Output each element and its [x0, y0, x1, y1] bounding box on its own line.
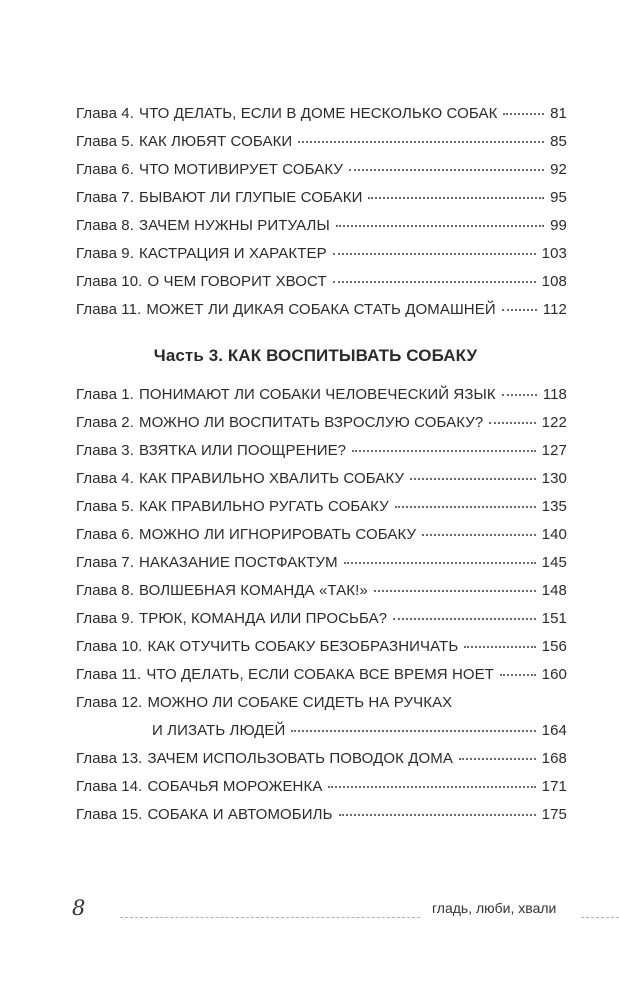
- toc-entry-title: [76, 747, 453, 771]
- chapter-label: Глава 10.: [76, 638, 143, 655]
- toc-entry: [76, 495, 567, 519]
- toc-entry: [76, 130, 567, 154]
- toc-entry: [76, 214, 567, 238]
- toc-entry-title: [76, 439, 346, 463]
- chapter-title: ТРЮК, КОМАНДА ИЛИ ПРОСЬБА?: [139, 610, 388, 627]
- toc-entry: [76, 635, 567, 659]
- chapter-label: Глава 5.: [76, 498, 134, 515]
- page-ref: 103: [541, 245, 567, 262]
- toc-entry-title: [76, 102, 497, 126]
- leader-dots: [395, 505, 536, 508]
- chapter-label: Глава 12.: [76, 694, 143, 711]
- chapter-title: ЧТО ДЕЛАТЬ, ЕСЛИ В ДОМЕ НЕСКОЛЬКО СОБАК: [139, 105, 498, 122]
- leader-dots: [502, 308, 537, 311]
- page-ref: 122: [541, 414, 567, 431]
- toc-entry-title: [76, 551, 338, 575]
- toc-entry: [76, 803, 567, 827]
- page-ref: 95: [550, 189, 567, 206]
- page-ref: 171: [541, 778, 567, 795]
- chapter-title: СОБАКА И АВТОМОБИЛЬ: [147, 806, 333, 823]
- page-ref: 168: [541, 750, 567, 767]
- leader-dots: [336, 224, 544, 227]
- leader-dots: [374, 589, 536, 592]
- toc-entry-title: [76, 158, 343, 182]
- chapter-title: КАСТРАЦИЯ И ХАРАКТЕР: [139, 245, 327, 262]
- toc-entry-title: [76, 411, 483, 435]
- chapter-label: Глава 8.: [76, 582, 134, 599]
- chapter-label: Глава 4.: [76, 470, 134, 487]
- chapter-title: БЫВАЮТ ЛИ ГЛУПЫЕ СОБАКИ: [139, 189, 363, 206]
- toc-entry: [76, 747, 567, 771]
- chapter-label: Глава 5.: [76, 133, 134, 150]
- chapter-label: Глава 2.: [76, 414, 134, 431]
- toc-entry-title: [76, 270, 327, 294]
- chapter-title: НАКАЗАНИЕ ПОСТФАКТУМ: [139, 554, 338, 571]
- toc-entry-continuation: [152, 719, 567, 743]
- page-ref: 164: [541, 722, 567, 739]
- leader-dots: [344, 561, 536, 564]
- toc-entry-title: [76, 186, 362, 210]
- chapter-label: Глава 11.: [76, 301, 142, 318]
- page-ref: 130: [541, 470, 567, 487]
- leader-dots: [489, 421, 535, 424]
- page-ref: 118: [542, 386, 567, 403]
- chapter-title: ЧТО МОТИВИРУЕТ СОБАКУ: [139, 161, 343, 178]
- page-ref: 99: [550, 217, 567, 234]
- toc-entry-title: [76, 298, 496, 322]
- chapter-title: ЗАЧЕМ НУЖНЫ РИТУАЛЫ: [139, 217, 330, 234]
- toc-entry: [76, 523, 567, 547]
- toc-entry-title: [76, 383, 496, 407]
- toc-entry-title: [76, 579, 368, 603]
- page-ref: 127: [541, 442, 567, 459]
- chapter-title: КАК ЛЮБЯТ СОБАКИ: [139, 133, 293, 150]
- page-ref: 148: [541, 582, 567, 599]
- chapter-title: МОЖНО ЛИ ВОСПИТАТЬ ВЗРОСЛУЮ СОБАКУ?: [139, 414, 484, 431]
- leader-dots: [502, 393, 537, 396]
- leader-dots: [349, 168, 544, 171]
- running-title: гладь, люби, хвали: [432, 900, 557, 916]
- toc-entry: [76, 298, 567, 322]
- chapter-label: Глава 14.: [76, 778, 143, 795]
- page-ref: 151: [541, 610, 567, 627]
- chapter-label: Глава 3.: [76, 442, 134, 459]
- leader-dots: [500, 673, 536, 676]
- chapter-title: ВЗЯТКА ИЛИ ПООЩРЕНИЕ?: [139, 442, 347, 459]
- chapter-label: Глава 7.: [76, 189, 134, 206]
- toc-entry: [76, 383, 567, 407]
- chapter-label: Глава 6.: [76, 526, 134, 543]
- toc-entry: [76, 775, 567, 799]
- chapter-label: Глава 1.: [76, 386, 134, 403]
- leader-dots: [464, 645, 535, 648]
- chapter-label: Глава 15.: [76, 806, 143, 823]
- toc-entry: [76, 242, 567, 266]
- page-footer: [0, 895, 619, 935]
- page-ref: 108: [541, 273, 567, 290]
- page-ref: 175: [541, 806, 567, 823]
- chapter-label: Глава 6.: [76, 161, 134, 178]
- toc-entry-title: [76, 467, 404, 491]
- toc-entry: [76, 439, 567, 463]
- toc-entry: [76, 691, 567, 715]
- page-number: 8: [72, 896, 86, 920]
- toc-entry: [76, 411, 567, 435]
- leader-dots: [298, 140, 544, 143]
- toc-entry-title: [76, 495, 389, 519]
- leader-dots: [422, 533, 536, 536]
- toc-entry: [76, 607, 567, 631]
- leader-dots: [291, 729, 535, 732]
- toc-entry-title: [76, 130, 292, 154]
- part-heading: Часть 3. КАК ВОСПИТЫВАТЬ СОБАКУ: [153, 346, 478, 365]
- leader-dots: [333, 280, 536, 283]
- chapter-title: ЗАЧЕМ ИСПОЛЬЗОВАТЬ ПОВОДОК ДОМА: [147, 750, 453, 767]
- toc-entry: [76, 467, 567, 491]
- toc-entry: [76, 663, 567, 687]
- toc-entry: [76, 551, 567, 575]
- page-ref: 92: [550, 161, 567, 178]
- chapter-title: КАК ПРАВИЛЬНО ХВАЛИТЬ СОБАКУ: [139, 470, 405, 487]
- leader-dots: [339, 813, 536, 816]
- toc-entry-title: [76, 663, 494, 687]
- footer-dashed-line: [120, 915, 420, 918]
- page-ref: 135: [541, 498, 567, 515]
- page-ref: 145: [541, 554, 567, 571]
- chapter-label: Глава 4.: [76, 105, 134, 122]
- footer-dashed-line: [581, 915, 619, 918]
- chapter-label: Глава 8.: [76, 217, 134, 234]
- chapter-title: СОБАЧЬЯ МОРОЖЕНКА: [147, 778, 323, 795]
- chapter-title: О ЧЕМ ГОВОРИТ ХВОСТ: [147, 273, 327, 290]
- chapter-title: КАК ПРАВИЛЬНО РУГАТЬ СОБАКУ: [139, 498, 389, 515]
- leader-dots: [333, 252, 536, 255]
- leader-dots: [352, 449, 536, 452]
- page-ref: 81: [550, 105, 567, 122]
- toc-entry-title: [76, 635, 458, 659]
- toc-entry: [76, 158, 567, 182]
- toc-entry: [76, 102, 567, 126]
- chapter-title: ВОЛШЕБНАЯ КОМАНДА «ТАК!»: [139, 582, 368, 599]
- toc-entry-title: [76, 803, 333, 827]
- leader-dots: [410, 477, 536, 480]
- page-ref: 85: [550, 133, 567, 150]
- leader-dots: [459, 757, 536, 760]
- chapter-title: ЧТО ДЕЛАТЬ, ЕСЛИ СОБАКА ВСЕ ВРЕМЯ НОЕТ: [146, 666, 495, 683]
- leader-dots: [393, 617, 536, 620]
- leader-dots: [328, 785, 535, 788]
- chapter-label: Глава 9.: [76, 610, 134, 627]
- page-ref: 156: [541, 638, 567, 655]
- toc-entry: [76, 579, 567, 603]
- chapter-label: Глава 9.: [76, 245, 134, 262]
- leader-dots: [503, 112, 544, 115]
- toc-entry-title: [76, 775, 322, 799]
- chapter-title: МОЖНО ЛИ ИГНОРИРОВАТЬ СОБАКУ: [139, 526, 417, 543]
- toc-entry-title: [76, 607, 387, 631]
- page-ref: 160: [541, 666, 567, 683]
- page-ref: 140: [541, 526, 567, 543]
- toc-entry-title: [76, 523, 416, 547]
- toc-entry: [76, 186, 567, 210]
- chapter-label: Глава 10.: [76, 273, 143, 290]
- chapter-title: ПОНИМАЮТ ЛИ СОБАКИ ЧЕЛОВЕЧЕСКИЙ ЯЗЫК: [139, 386, 496, 403]
- chapter-label: Глава 13.: [76, 750, 143, 767]
- chapter-title: КАК ОТУЧИТЬ СОБАКУ БЕЗОБРАЗНИЧАТЬ: [147, 638, 459, 655]
- toc-entry: [76, 270, 567, 294]
- chapter-label: Глава 11.: [76, 666, 142, 683]
- toc-entry-title: [76, 214, 330, 238]
- chapter-title: МОЖНО ЛИ СОБАКЕ СИДЕТЬ НА РУЧКАХ: [147, 694, 453, 711]
- chapter-title: МОЖЕТ ЛИ ДИКАЯ СОБАКА СТАТЬ ДОМАШНЕЙ: [146, 301, 496, 318]
- chapter-title-continuation: И ЛИЗАТЬ ЛЮДЕЙ: [152, 722, 286, 739]
- toc-entry-title: [76, 691, 452, 715]
- toc-entry-title: [76, 242, 327, 266]
- page-ref: 112: [542, 301, 567, 318]
- chapter-label: Глава 7.: [76, 554, 134, 571]
- leader-dots: [368, 196, 544, 199]
